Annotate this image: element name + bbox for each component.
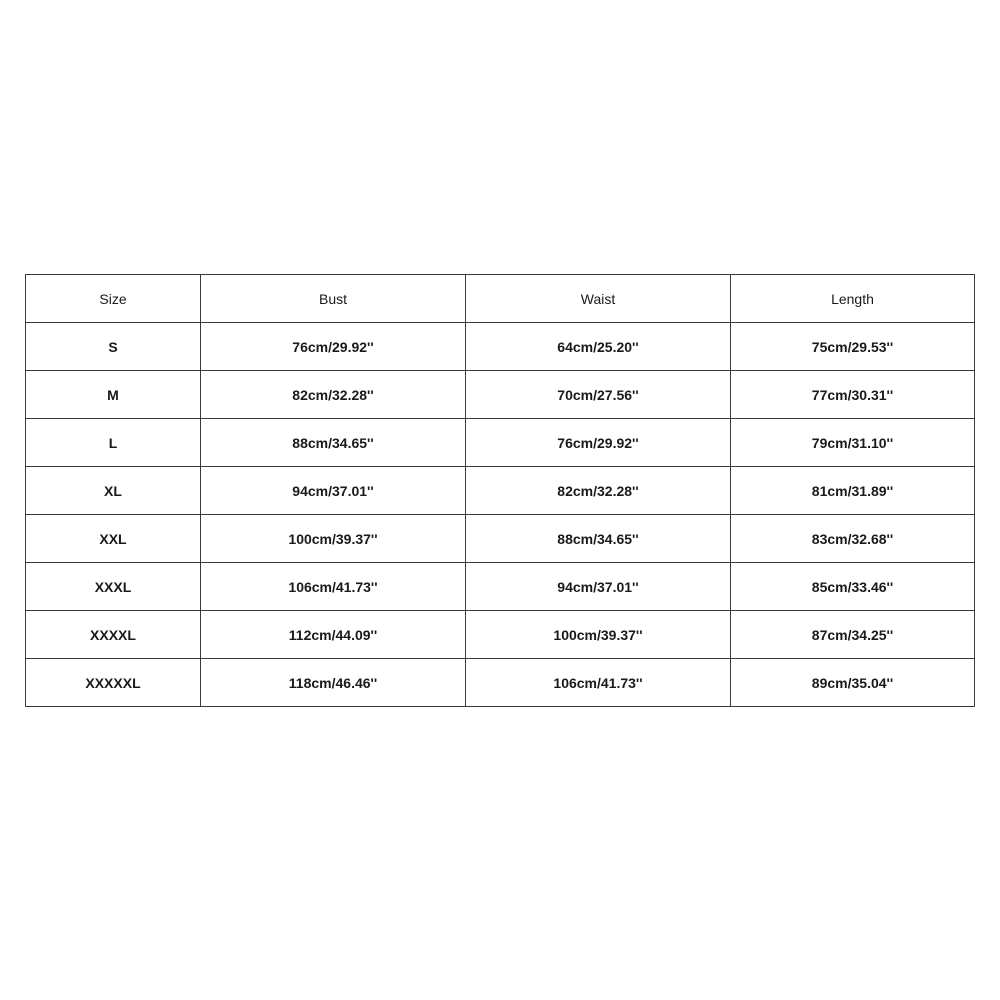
length-cell: 85cm/33.46''	[731, 563, 975, 611]
length-cell: 83cm/32.68''	[731, 515, 975, 563]
waist-cell: 64cm/25.20''	[466, 323, 731, 371]
length-cell: 77cm/30.31''	[731, 371, 975, 419]
length-cell: 81cm/31.89''	[731, 467, 975, 515]
table-row	[26, 659, 975, 707]
bust-cell: 76cm/29.92''	[201, 323, 466, 371]
length-cell: 89cm/35.04''	[731, 659, 975, 707]
header-length: Length	[731, 275, 975, 323]
waist-cell: 76cm/29.92''	[466, 419, 731, 467]
size-cell: XXXL	[26, 563, 201, 611]
size-cell: S	[26, 323, 201, 371]
table-header-row	[26, 275, 975, 323]
size-chart-table	[25, 274, 975, 707]
table-row	[26, 467, 975, 515]
size-cell: XL	[26, 467, 201, 515]
table-row	[26, 515, 975, 563]
bust-cell: 100cm/39.37''	[201, 515, 466, 563]
length-cell: 87cm/34.25''	[731, 611, 975, 659]
size-cell: M	[26, 371, 201, 419]
header-bust: Bust	[201, 275, 466, 323]
length-cell: 75cm/29.53''	[731, 323, 975, 371]
bust-cell: 112cm/44.09''	[201, 611, 466, 659]
size-cell: XXXXXL	[26, 659, 201, 707]
bust-cell: 106cm/41.73''	[201, 563, 466, 611]
waist-cell: 94cm/37.01''	[466, 563, 731, 611]
bust-cell: 94cm/37.01''	[201, 467, 466, 515]
bust-cell: 88cm/34.65''	[201, 419, 466, 467]
table-row	[26, 611, 975, 659]
length-cell: 79cm/31.10''	[731, 419, 975, 467]
bust-cell: 118cm/46.46''	[201, 659, 466, 707]
table-row	[26, 563, 975, 611]
waist-cell: 106cm/41.73''	[466, 659, 731, 707]
header-waist: Waist	[466, 275, 731, 323]
table-row	[26, 371, 975, 419]
header-size: Size	[26, 275, 201, 323]
waist-cell: 88cm/34.65''	[466, 515, 731, 563]
table-row	[26, 419, 975, 467]
size-cell: L	[26, 419, 201, 467]
table-row	[26, 323, 975, 371]
waist-cell: 70cm/27.56''	[466, 371, 731, 419]
bust-cell: 82cm/32.28''	[201, 371, 466, 419]
size-cell: XXXXL	[26, 611, 201, 659]
size-cell: XXL	[26, 515, 201, 563]
waist-cell: 82cm/32.28''	[466, 467, 731, 515]
waist-cell: 100cm/39.37''	[466, 611, 731, 659]
